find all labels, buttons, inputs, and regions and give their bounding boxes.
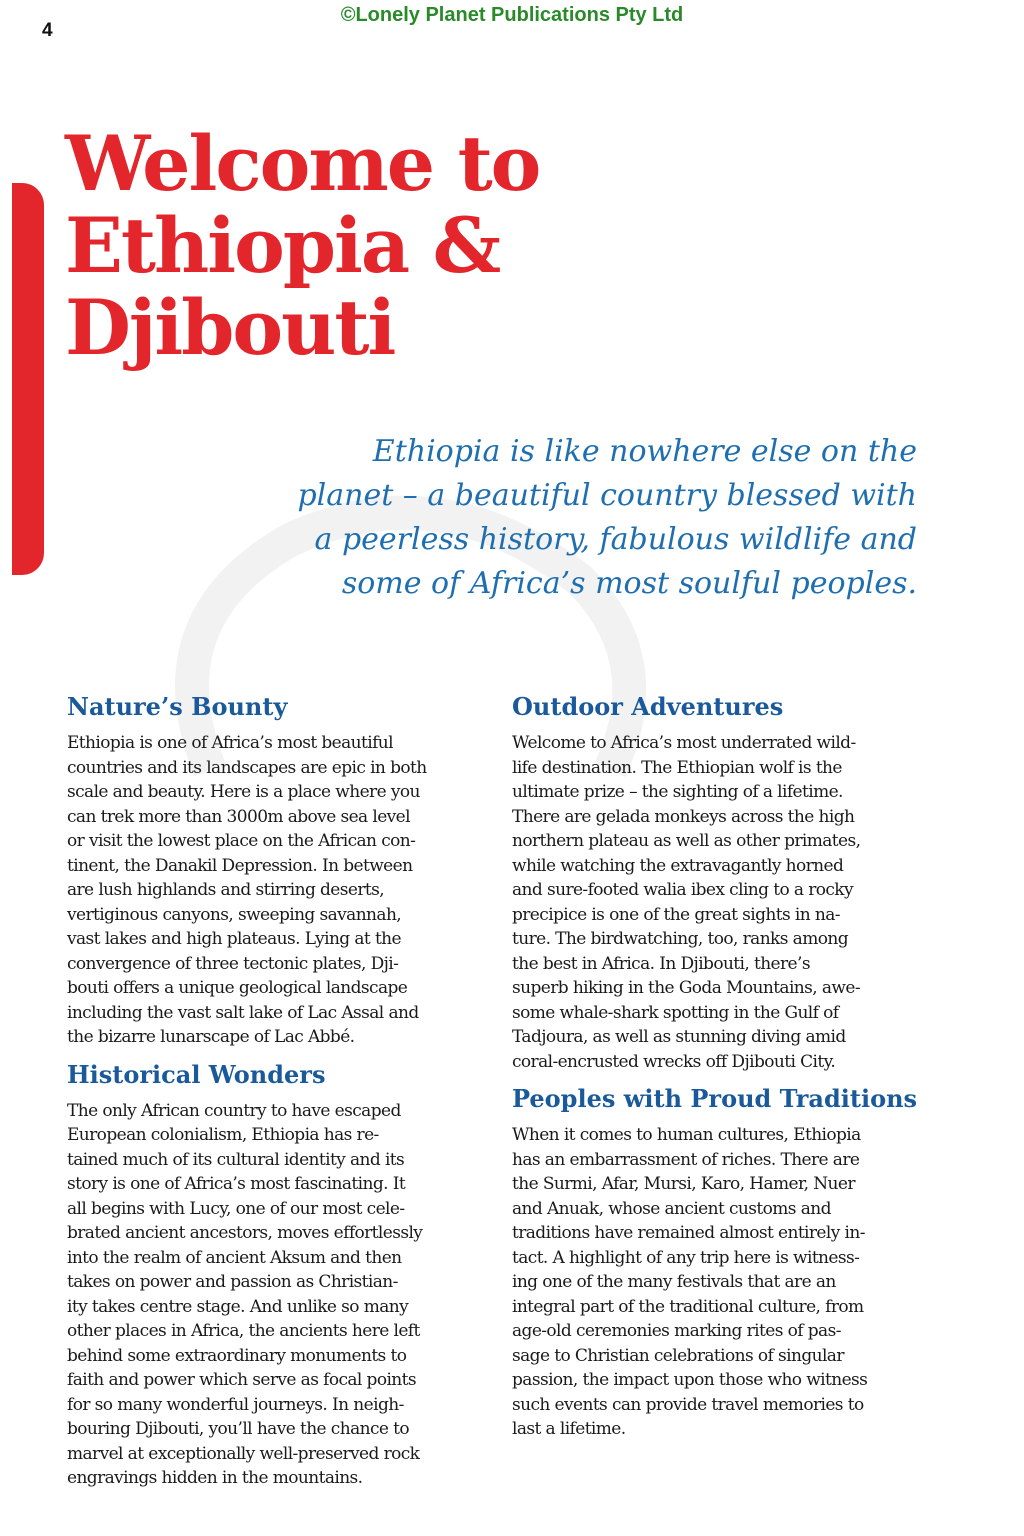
body-line: Tadjoura, as well as stunning diving amid [512, 1027, 846, 1047]
body-line: Ethiopia is one of Africa’s most beautiful [67, 733, 393, 753]
section-heading: Nature’s Bounty [67, 692, 288, 721]
section-natures-bounty [67, 690, 472, 1050]
body-line: ultimate prize – the sighting of a lifetime. [512, 782, 843, 802]
section-peoples-traditions [512, 1082, 917, 1442]
body-line: behind some extraordinary monuments to [67, 1345, 407, 1366]
body-line: for so many wonderful journeys. In neigh- [67, 1394, 404, 1415]
section-heading: Outdoor Adventures [512, 692, 784, 721]
title-line: Ethiopia & [65, 201, 500, 290]
body-line: ing one of the many festivals that are an [512, 1272, 836, 1292]
body-line: tinent, the Danakil Depression. In between [67, 855, 413, 876]
body-line: precipice is one of the great sights in na- [512, 904, 840, 925]
body-line: can trek more than 3000m above sea level [67, 806, 410, 827]
body-line: age-old ceremonies marking rites of pas- [512, 1321, 841, 1341]
body-line: vertiginous canyons, sweeping savannah, [67, 904, 402, 925]
body-line: including the vast salt lake of Lac Assal and [67, 1002, 419, 1023]
body-line: and sure-footed walia ibex cling to a rocky [512, 880, 854, 900]
page-number: 4 [42, 20, 53, 41]
body-line: countries and its landscapes are epic in both [67, 757, 427, 778]
body-line: the bizarre lunarscape of Lac Abbé. [67, 1027, 355, 1047]
body-line: has an embarrassment of riches. There are [512, 1149, 860, 1170]
body-line: There are gelada monkeys across the high [512, 806, 855, 827]
intro-line: some of Africa’s most soulful peoples. [341, 566, 917, 601]
section-heading: Peoples with Proud Traditions [512, 1084, 918, 1113]
left-column [67, 690, 472, 1499]
body-line: other places in Africa, the ancients here left [67, 1321, 420, 1341]
body-line: the Surmi, Afar, Mursi, Karo, Hamer, Nuer [512, 1174, 855, 1194]
body-line: northern plateau as well as other primates, [512, 831, 861, 851]
body-line: scale and beauty. Here is a place where you [67, 782, 420, 802]
body-line: tact. A highlight of any trip here is witness- [512, 1247, 860, 1268]
intro-line: a peerless history, fabulous wildlife and [314, 522, 917, 557]
body-line: superb hiking in the Goda Mountains, awe- [512, 978, 860, 998]
body-line: vast lakes and high plateaus. Lying at the [67, 929, 401, 949]
section-body [67, 1099, 472, 1491]
intro-line: Ethiopia is like nowhere else on the [372, 434, 917, 469]
section-body [67, 731, 472, 1050]
body-line: European colonialism, Ethiopia has re- [67, 1125, 379, 1145]
body-line: the best in Africa. In Djibouti, there’s [512, 953, 810, 974]
section-heading: Historical Wonders [67, 1059, 326, 1089]
body-line: ture. The birdwatching, too, ranks among [512, 929, 848, 949]
section-body [512, 731, 917, 1074]
body-line: or visit the lowest place on the African con- [67, 831, 416, 851]
body-line: brated ancient ancestors, moves effortlessly [67, 1223, 423, 1243]
intro-line: planet – a beautiful country blessed with [297, 478, 917, 513]
body-line: all begins with Lucy, one of our most cele- [67, 1198, 405, 1219]
body-line: Welcome to Africa’s most underrated wild- [512, 733, 856, 753]
body-line: takes on power and passion as Christian- [67, 1272, 398, 1292]
body-line: some whale-shark spotting in the Gulf of [512, 1002, 839, 1023]
body-line: The only African country to have escaped [67, 1100, 401, 1121]
page-title [65, 119, 540, 372]
body-line: such events can provide travel memories to [512, 1394, 864, 1415]
body-line: engravings hidden in the mountains. [67, 1468, 363, 1488]
right-column [512, 690, 917, 1450]
body-line: tained much of its cultural identity and its [67, 1149, 405, 1170]
red-edge-tab [12, 183, 44, 575]
section-historical-wonders [67, 1058, 472, 1491]
body-line: last a lifetime. [512, 1419, 626, 1439]
body-line: marvel at exceptionally well-preserved rock [67, 1443, 420, 1464]
publisher-credit: ©Lonely Planet Publications Pty Ltd [340, 4, 684, 26]
title-line: Djibouti [65, 283, 395, 372]
body-line: traditions have remained almost entirely in- [512, 1223, 865, 1243]
section-body [512, 1123, 917, 1442]
body-line: When it comes to human cultures, Ethiopia [512, 1125, 861, 1145]
body-line: are lush highlands and stirring deserts, [67, 880, 385, 900]
body-line: faith and power which serve as focal points [67, 1370, 417, 1390]
intro-quote [257, 430, 917, 606]
body-line: passion, the impact upon those who witness [512, 1370, 868, 1390]
body-line: into the realm of ancient Aksum and then [67, 1247, 402, 1268]
body-line: ity takes centre stage. And unlike so many [67, 1296, 409, 1317]
body-line: while watching the extravagantly horned [512, 855, 844, 876]
body-line: sage to Christian celebrations of singular [512, 1345, 844, 1366]
body-line: coral-encrusted wrecks off Djibouti City. [512, 1051, 836, 1072]
title-line: Welcome to [65, 119, 540, 208]
body-line: bouring Djibouti, you’ll have the chance to [67, 1419, 410, 1439]
body-line: and Anuak, whose ancient customs and [512, 1198, 831, 1219]
body-line: story is one of Africa’s most fascinating. It [67, 1174, 406, 1194]
section-outdoor-adventures [512, 690, 917, 1074]
body-line: integral part of the traditional culture, from [512, 1296, 864, 1317]
body-line: life destination. The Ethiopian wolf is the [512, 757, 842, 778]
body-line: convergence of three tectonic plates, Dji- [67, 953, 399, 974]
body-line: bouti offers a unique geological landscape [67, 978, 408, 998]
